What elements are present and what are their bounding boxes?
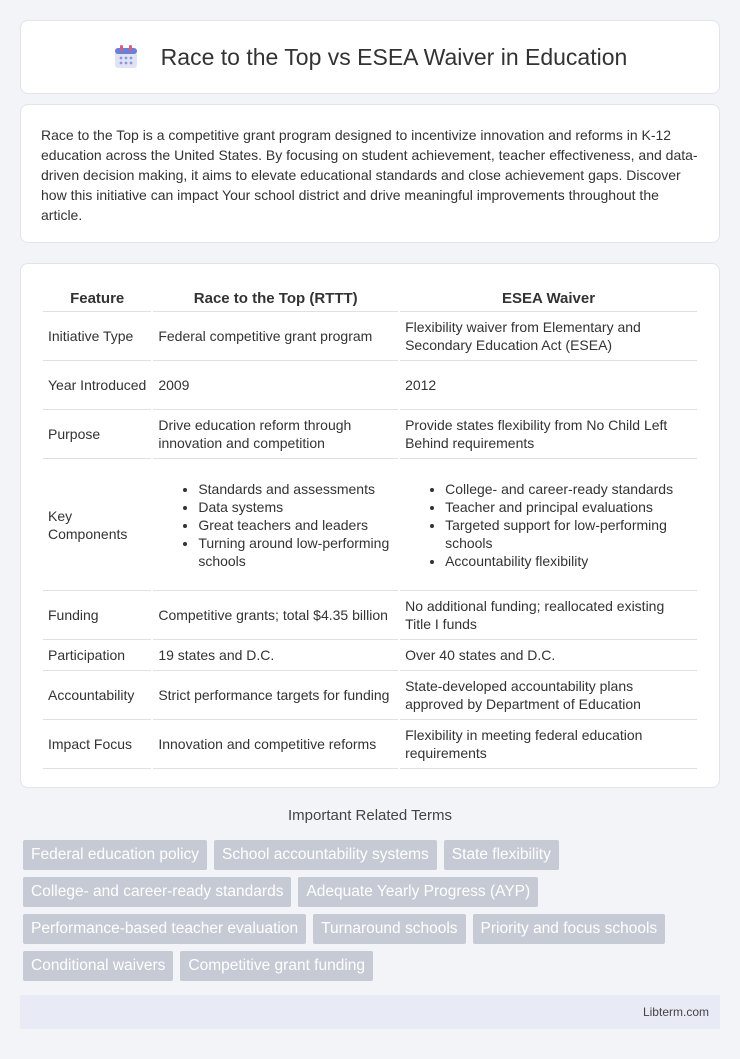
- table-row: [43, 361, 697, 410]
- esea-cell: No additional funding; reallocated existing Title I funds: [400, 591, 697, 640]
- calendar-icon: [113, 44, 139, 70]
- esea-components-list: [445, 480, 692, 570]
- table-row: [43, 312, 697, 361]
- esea-cell: Over 40 states and D.C.: [400, 640, 697, 671]
- table-row: [43, 591, 697, 640]
- related-term-tag[interactable]: Priority and focus schools: [473, 914, 666, 944]
- list-item: • Turning around low-performing schools: [198, 534, 393, 570]
- rttt-cell: Federal competitive grant program: [153, 312, 398, 361]
- table-row: [43, 459, 697, 591]
- related-term-tag[interactable]: Federal education policy: [23, 840, 207, 870]
- rttt-cell: Strict performance targets for funding: [153, 671, 398, 720]
- comparison-section: [20, 263, 720, 788]
- intro-section: [20, 104, 720, 243]
- intro-text: Race to the Top is a competitive grant program designed to incentivize innovation and reforms in K-12 education across the United States. By focusing on student achievement, teacher effectiveness, and data-driven decision making, it aims to elevate educational standards and close achievement gaps. Discover how this initiative can impact Your school district and drive meaningful improvements throughout the article.: [41, 127, 698, 223]
- related-term-tag[interactable]: College- and career-ready standards: [23, 877, 291, 907]
- esea-cell: Flexibility waiver from Elementary and Secondary Education Act (ESEA): [400, 312, 697, 361]
- comparison-table: [41, 284, 699, 769]
- related-terms-list: [23, 840, 723, 981]
- header-feature: Feature: [43, 284, 151, 312]
- table-row: [43, 720, 697, 769]
- rttt-cell: Innovation and competitive reforms: [153, 720, 398, 769]
- feature-cell: Accountability: [43, 671, 151, 720]
- rttt-cell: [153, 459, 398, 591]
- feature-cell: Initiative Type: [43, 312, 151, 361]
- list-item: • Standards and assessments: [198, 480, 393, 498]
- related-term-tag[interactable]: Turnaround schools: [313, 914, 465, 944]
- table-row: [43, 671, 697, 720]
- list-item: • Great teachers and leaders: [198, 516, 393, 534]
- feature-cell: Funding: [43, 591, 151, 640]
- related-term-tag[interactable]: Adequate Yearly Progress (AYP): [298, 877, 538, 907]
- related-term-tag[interactable]: Competitive grant funding: [180, 951, 373, 981]
- page-footer: [20, 995, 720, 1029]
- header-esea: ESEA Waiver: [400, 284, 697, 312]
- related-term-tag[interactable]: Performance-based teacher evaluation: [23, 914, 306, 944]
- footer-site-link[interactable]: Libterm.com: [642, 1005, 709, 1019]
- table-row: [43, 640, 697, 671]
- page-header: [20, 20, 720, 94]
- list-item: • Data systems: [198, 498, 393, 516]
- list-item: • College- and career-ready standards: [445, 480, 692, 498]
- list-item: • Targeted support for low-performing schools: [445, 516, 692, 552]
- rttt-cell: 2009: [153, 361, 398, 410]
- table-header-row: [43, 284, 697, 312]
- feature-cell: Impact Focus: [43, 720, 151, 769]
- related-term-tag[interactable]: State flexibility: [444, 840, 559, 870]
- esea-cell: [400, 459, 697, 591]
- esea-cell: State-developed accountability plans approved by Department of Education: [400, 671, 697, 720]
- rttt-cell: Competitive grants; total $4.35 billion: [153, 591, 398, 640]
- feature-cell: Year Introduced: [43, 361, 151, 410]
- rttt-cell: Drive education reform through innovation and competition: [153, 410, 398, 459]
- feature-cell: Purpose: [43, 410, 151, 459]
- table-row: [43, 410, 697, 459]
- list-item: • Accountability flexibility: [445, 552, 692, 570]
- related-term-tag[interactable]: Conditional waivers: [23, 951, 173, 981]
- list-item: • Teacher and principal evaluations: [445, 498, 692, 516]
- rttt-components-list: [198, 480, 393, 570]
- esea-cell: Provide states flexibility from No Child Left Behind requirements: [400, 410, 697, 459]
- related-term-tag[interactable]: School accountability systems: [214, 840, 437, 870]
- header-rttt: Race to the Top (RTTT): [153, 284, 398, 312]
- feature-cell: Participation: [43, 640, 151, 671]
- esea-cell: Flexibility in meeting federal education requirements: [400, 720, 697, 769]
- related-terms-title: Important Related Terms: [288, 807, 452, 824]
- esea-cell: 2012: [400, 361, 697, 410]
- feature-cell: Key Components: [43, 459, 151, 591]
- page-title: Race to the Top vs ESEA Waiver in Education: [160, 43, 628, 70]
- rttt-cell: 19 states and D.C.: [153, 640, 398, 671]
